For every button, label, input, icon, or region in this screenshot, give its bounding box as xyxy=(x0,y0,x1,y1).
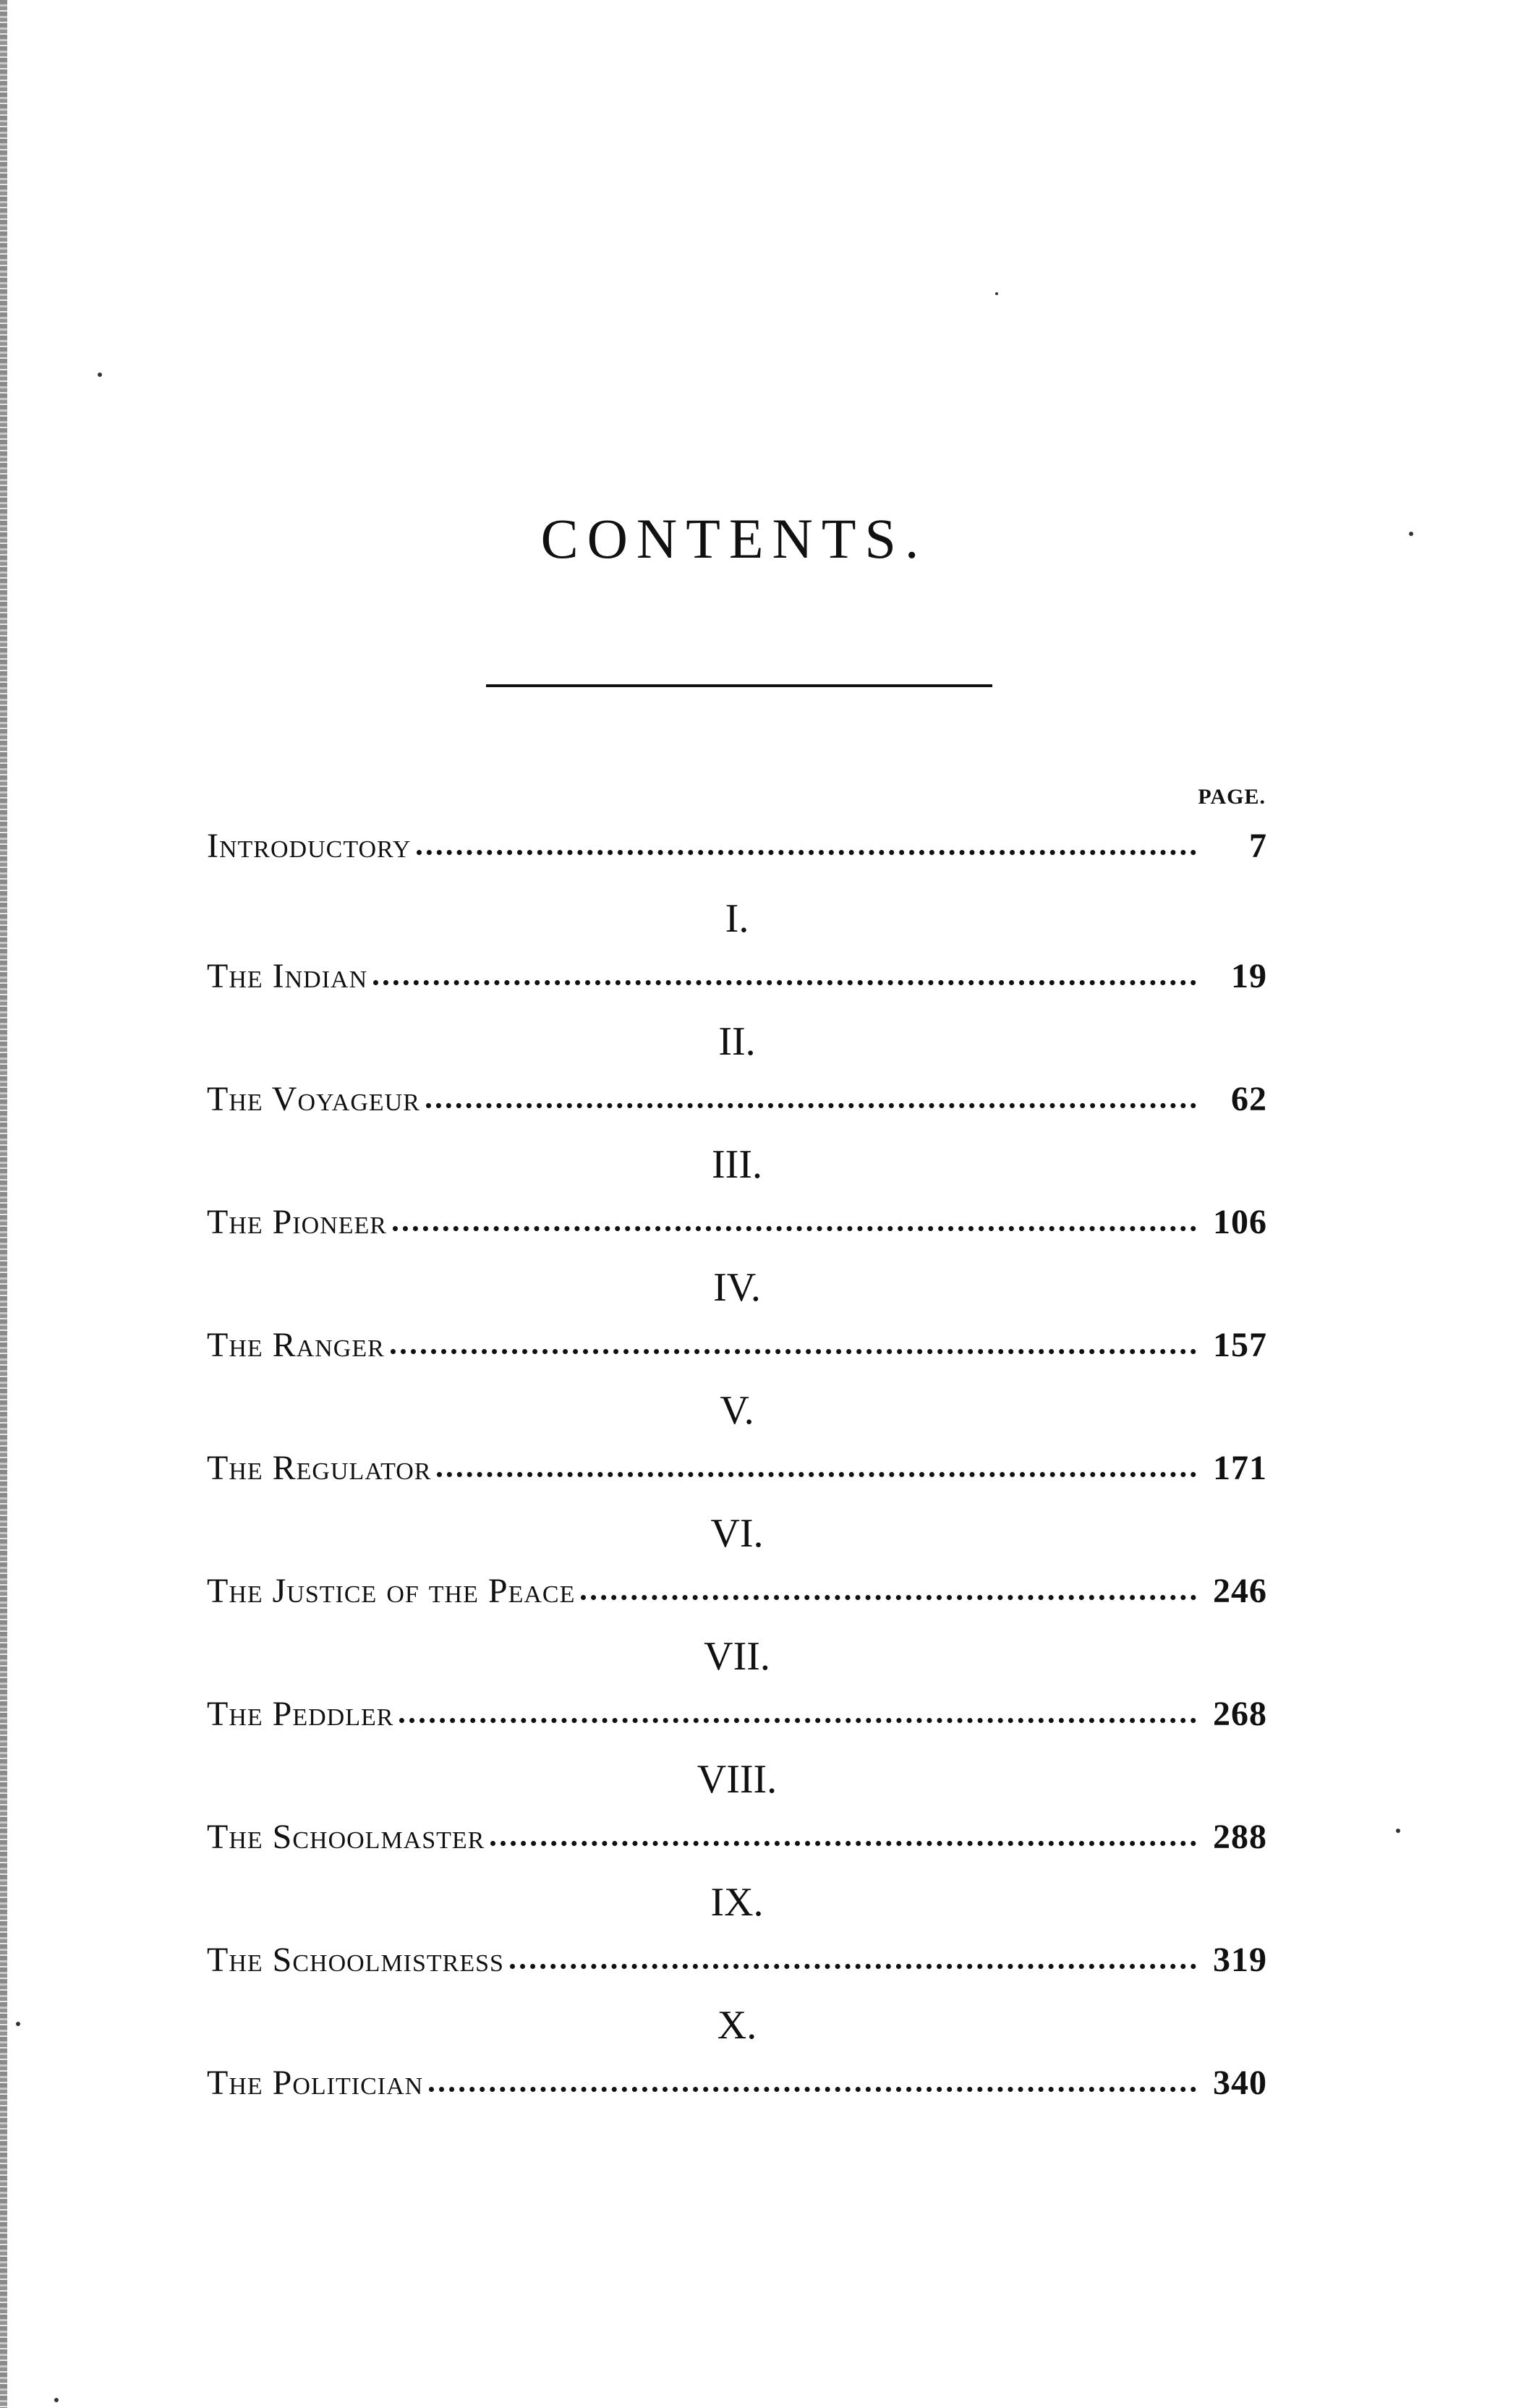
scan-speck xyxy=(54,2398,59,2402)
toc-entry xyxy=(207,1758,1267,1881)
toc-entry xyxy=(207,1635,1267,1758)
dot-leader xyxy=(510,1964,1196,1969)
chapter-numeral: VII. xyxy=(704,1634,770,1679)
toc-line xyxy=(207,1816,1267,1859)
toc-entry-page: 340 xyxy=(1213,2064,1267,2102)
toc-entry xyxy=(207,2004,1267,2127)
toc-entry xyxy=(207,1881,1267,2004)
toc-entry-label: The Politician xyxy=(207,2064,424,2102)
toc-line xyxy=(207,1201,1267,1244)
toc-line xyxy=(207,1447,1267,1490)
toc-entry-page: 246 xyxy=(1213,1572,1267,1610)
scan-speck xyxy=(16,2022,20,2026)
toc-entry-label: Introductory xyxy=(207,827,412,865)
scan-speck xyxy=(1409,532,1413,536)
toc-entry-page: 319 xyxy=(1213,1941,1267,1979)
dot-leader xyxy=(426,1103,1196,1108)
chapter-numeral: I. xyxy=(725,896,749,941)
title-rule xyxy=(486,684,992,687)
toc-entry-page: 7 xyxy=(1249,827,1267,865)
toc-entry-page: 171 xyxy=(1213,1449,1267,1487)
toc-entry xyxy=(207,1143,1267,1266)
toc-line xyxy=(207,2062,1267,2105)
page-title: CONTENTS. xyxy=(540,507,928,570)
chapter-numeral: II. xyxy=(718,1019,756,1064)
toc-entry-label: The Schoolmaster xyxy=(207,1818,485,1856)
toc-entry xyxy=(207,1266,1267,1389)
toc-entry-label: The Regulator xyxy=(207,1449,432,1487)
dot-leader xyxy=(417,850,1196,855)
toc-entry-page: 19 xyxy=(1231,957,1267,995)
toc-entry xyxy=(207,1512,1267,1635)
dot-leader xyxy=(581,1595,1196,1600)
chapter-numeral: X. xyxy=(717,2003,757,2048)
toc-line xyxy=(207,1078,1267,1121)
page-column-header: PAGE. xyxy=(1198,785,1266,809)
dot-leader xyxy=(393,1226,1196,1231)
dot-leader xyxy=(429,2087,1196,2092)
toc-entry-label: The Indian xyxy=(207,957,368,995)
dot-leader xyxy=(391,1349,1196,1354)
toc-entry-page: 288 xyxy=(1213,1818,1267,1856)
toc-entry-label: The Pioneer xyxy=(207,1203,387,1241)
toc-entry-introductory xyxy=(207,825,1267,897)
toc-line xyxy=(207,1939,1267,1982)
chapter-numeral: VIII. xyxy=(697,1757,778,1802)
scan-speck xyxy=(98,373,102,377)
toc-entry-label: The Ranger xyxy=(207,1326,385,1364)
scan-speck xyxy=(995,292,998,295)
chapter-numeral: IV. xyxy=(713,1265,761,1310)
scan-speck xyxy=(1396,1829,1400,1833)
toc-entry-page: 106 xyxy=(1213,1203,1267,1241)
toc-entry-page: 268 xyxy=(1213,1695,1267,1733)
toc-entry xyxy=(207,1389,1267,1512)
dot-leader xyxy=(373,980,1196,985)
toc-line xyxy=(207,955,1267,998)
table-of-contents xyxy=(207,825,1267,2127)
toc-entry-label: The Justice of the Peace xyxy=(207,1572,576,1610)
scan-edge xyxy=(0,0,7,2408)
toc-line xyxy=(207,825,1267,868)
chapter-numeral: III. xyxy=(712,1142,762,1187)
chapter-numeral: V. xyxy=(720,1388,754,1433)
chapter-numeral: VI. xyxy=(710,1511,764,1556)
chapter-numeral: IX. xyxy=(710,1880,764,1925)
toc-line xyxy=(207,1570,1267,1613)
toc-entry-label: The Voyageur xyxy=(207,1080,420,1118)
toc-entry-page: 62 xyxy=(1231,1080,1267,1118)
toc-line xyxy=(207,1693,1267,1736)
toc-entry xyxy=(207,1020,1267,1143)
toc-entry xyxy=(207,897,1267,1020)
toc-entry-page: 157 xyxy=(1213,1326,1267,1364)
toc-entry-label: The Peddler xyxy=(207,1695,394,1733)
dot-leader xyxy=(399,1718,1196,1723)
toc-entry-label: The Schoolmistress xyxy=(207,1941,504,1979)
dot-leader xyxy=(490,1841,1196,1846)
dot-leader xyxy=(437,1472,1196,1477)
toc-line xyxy=(207,1324,1267,1367)
